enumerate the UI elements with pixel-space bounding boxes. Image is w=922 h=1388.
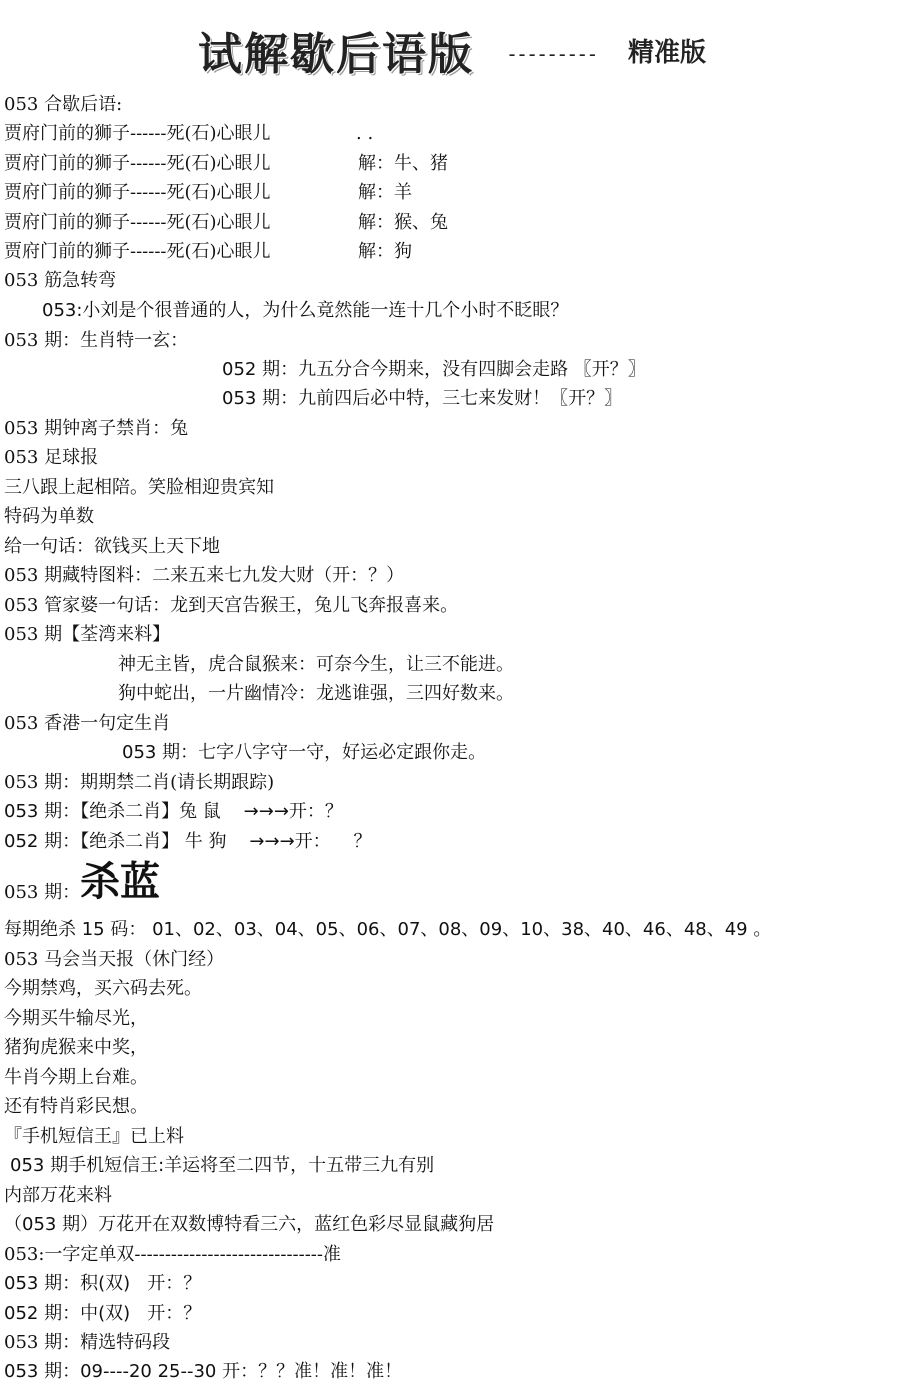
text-line: （053 期）万花开在双数博特看三六，蓝红色彩尽显鼠藏狗居 xyxy=(4,1214,495,1235)
text-line: 053 管家婆一句话：龙到天宫告猴王，兔儿飞奔报喜来。 xyxy=(4,595,459,616)
page-header xyxy=(198,18,738,80)
text-line: 今期买牛输尽光， xyxy=(4,1008,148,1029)
text-line: 三八跟上起相陪。笑脸相迎贵宾知 xyxy=(4,477,274,498)
header-dashes: --------- xyxy=(506,42,597,66)
text-line: 牛肖今期上台难。 xyxy=(4,1067,148,1088)
kill-color-label: 杀蓝 xyxy=(80,858,160,905)
text-line: 贾府门前的狮子------死(石)心眼儿 xyxy=(4,182,271,203)
text-line: 052 期：九五分合今期来，没有四脚会走路 〖开？〗 xyxy=(222,359,646,380)
section-heading: 053 马会当天报（休门经） xyxy=(4,949,225,970)
section-heading: 053 香港一句定生肖 xyxy=(4,713,171,734)
section-heading: 053 期：精选特码段 xyxy=(4,1332,171,1353)
text-line: 今期禁鸡，买六码去死。 xyxy=(4,978,202,999)
text-line: 053 期：【绝杀二肖】兔 鼠 →→→开：？ xyxy=(4,801,343,822)
text-line: 贾府门前的狮子------死(石)心眼儿 xyxy=(4,212,271,233)
page-subtitle: 精准版 xyxy=(628,38,707,68)
text-line: 贾府门前的狮子------死(石)心眼儿 xyxy=(4,123,271,144)
text-line: 给一句话：欲钱买上天下地 xyxy=(4,536,220,557)
text-line: 053 期：七字八字守一守，好运必定跟你走。 xyxy=(122,742,487,763)
text-line: 052 期：【绝杀二肖】 牛 狗 →→→开： ？ xyxy=(4,831,372,852)
text-line: 053:小刘是个很普通的人，为什么竟然能一连十几个小时不眨眼？ xyxy=(42,300,569,321)
answer-text: 解：羊 xyxy=(358,182,412,203)
text-line: 贾府门前的狮子------死(石)心眼儿 xyxy=(4,241,271,262)
section-heading: 053 期【荃湾来料】 xyxy=(4,624,171,645)
text-line: 每期绝杀 15 码： 01、02、03、04、05、06、07、08、09、10、38、40、46、48、49 。 xyxy=(4,919,772,940)
answer-text: . . xyxy=(356,123,374,144)
text-line: 猪狗虎猴来中奖， xyxy=(4,1037,148,1058)
text-line: 053 期：九前四后必中特，三七来发财！〖开？〗 xyxy=(222,388,623,409)
text-line: 053 期钟离子禁肖：兔 xyxy=(4,418,189,439)
text-line: 052 期：中(双) 开：？ xyxy=(4,1303,202,1324)
page-title: 试解歇后语版 xyxy=(198,29,474,80)
text-line: 053 期：09----20 25--30 开：？？准！准！准！ xyxy=(4,1361,403,1382)
section-heading: 053 筋急转弯 xyxy=(4,270,117,291)
text-line: 053 期：积(双) 开：？ xyxy=(4,1273,202,1294)
text-line: 053 合歇后语: xyxy=(4,94,123,115)
answer-text: 解：牛、猪 xyxy=(358,153,448,174)
section-heading: 053 期：生肖特一玄： xyxy=(4,330,189,351)
text-line: 053 期：期期禁二肖(请长期跟踪) xyxy=(4,772,275,793)
text-line: 053:一字定单双-------------------------------准 xyxy=(4,1244,341,1265)
section-heading: 053 足球报 xyxy=(4,447,99,468)
text-line: 053 期： xyxy=(4,882,81,903)
text-line: 还有特肖彩民想。 xyxy=(4,1096,148,1117)
text-line: 贾府门前的狮子------死(石)心眼儿 xyxy=(4,153,271,174)
text-line: 特码为单数 xyxy=(4,506,94,527)
text-line: 053 期手机短信王:羊运将至二四节，十五带三九有别 xyxy=(10,1155,435,1176)
text-line: 神无主皆，虎合鼠猴来：可奈今生，让三不能进。 xyxy=(118,654,514,675)
text-line: 053 期藏特图料：二来五来七九发大财（开：？） xyxy=(4,565,405,586)
section-heading: 内部万花来料 xyxy=(4,1185,112,1206)
answer-text: 解：狗 xyxy=(358,241,412,262)
text-line: 狗中蛇出，一片幽情冷：龙逃谁强，三四好数来。 xyxy=(118,683,514,704)
section-heading: 『手机短信王』已上料 xyxy=(4,1126,184,1147)
answer-text: 解：猴、兔 xyxy=(358,212,448,233)
